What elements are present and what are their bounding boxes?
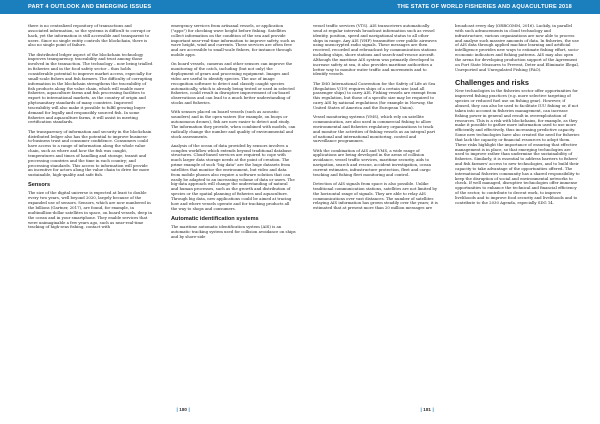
section-heading: Challenges and risks <box>455 78 529 88</box>
body-paragraph: The IMO International Convention for the Safety of Life at Sea (Regulation V/19) requires ships of a certain size (and all passenger ships) to carry AIS. Fishing vessels are exempt from this regulation, but those of a specific size may be required to carry AIS by national regulations (for example in Norway, the United States of America and the European Union). <box>313 80 437 110</box>
body-paragraph: The distributed ledger aspect of the blockchain technology improves transparency, traceability and trust among those involved in the transaction. The technology – now being trialled in fisheries and in the food safety sector – thus holds considerable potential to improve market access, especially for small-scale fishers and fish farmers. The difficulty of corrupting information in the blockchain strengthens the traceability of fish products along the value chain, which will enable more fisheries, aquaculture farms and fish processing facilities to export to international markets, as the country of origin and phytosanitary standards of many countries. Improved traceability will also make it possible to fulfil growing buyer demand for legally and responsibly sourced fish. In some fisheries and aquaculture farms, it will assist in meeting certification standards. <box>28 51 153 125</box>
header-year: 2018 <box>558 4 572 10</box>
body-paragraph: The maritime automatic identification system (AIS) is an automatic tracking system used for collision avoidance on ships and by shore-side <box>171 223 296 239</box>
body-paragraph: The size of the digital universe is expected at least to double every two years, well beyond 2020, largely because of the expanded use of sensors. Sensors, which are now numbered in the billions (Gartner, 2017), are found, for example, in multimillion-dollar satellites in space, on board vessels, deep in the ocean and in your smartphone. They enable services that were unimaginable a few years ago, such as near-real-time tracking of high-seas fishing, contact with <box>28 190 152 230</box>
body-paragraph: On board vessels, cameras and other sensors can improve the monitoring of the catch, including (but not only) the deployment of gears and processing equipment. Images and video are useful to identify species. The use of image recognition software to detect and classify caught species automatically, which is already being tested or used in selected fisheries, could result in disruptive improvement of on-board observations and can lead to a much better understanding of stocks and fisheries. <box>171 61 295 106</box>
page-header <box>0 0 600 14</box>
page-number-right: | 181 | <box>419 407 435 412</box>
body-paragraph: With the combination of AIS and VMS, a wide range of applications are being developed in the areas of collision avoidance, vessel traffic services, maritime security, aids to navigation, search and rescue, accident investigation, ocean current estimates, infrastructure protection, fleet and cargo tracking and fishing fleet monitoring and control. <box>313 147 432 177</box>
body-paragraph: there is no centralized repository of transactions and associated information, so the systems is difficult to corrupt or hack, yet the information is still accessible and transparent to users. Since no single entity controls the blockchain, there is also no single point of failure. <box>28 23 151 48</box>
body-paragraph: The transparency of information and security in the blockchain distributed ledger also has the potential to improve business-to-business trust and consumer confidence. Consumers could have access to a range of information along the whole value chain, such as where and how the fish was caught, temperatures and times of handling and storage, transit and processing countries and the time in each country; and processing standards. This access to information will provide an incentive for actors along the value chain to drive for more sustainable, high-quality and safe fish. <box>28 128 152 178</box>
text-column-2 <box>171 24 296 244</box>
body-paragraph: broadcast every day (ORBCOMM, 2016). Luckily, in parallel with such advancements in cloud technology and infrastructure, various organizations are now able to process and analyse such massive amounts of data. In fisheries, the use of AIS data through applied machine learning and artificial intelligence provides new ways to estimate fishing effort, socio-economic indicators and fishing patterns. AIS may also open the arena for developing production support of the Agreement on Port State Measures to Prevent, Deter and Eliminate Illegal, Unreported and Unregulated Fishing (FAO). <box>455 23 580 72</box>
text-column-3 <box>313 24 438 215</box>
text-column-4 <box>455 24 580 210</box>
body-paragraph: Analysis of the ocean of data provided by sensors involves a complex workflow which extends beyond traditional database structures. Cloud-based services are required to cope with much larger data storage needs at the point of creation. The prime example of such "big data" are the huge datasets from satellites that monitor the environment, but video and data from mobile phones also require a software solution that can easily be adapted to an increasing volume of data or users. The big-data approach will change the understanding of natural and human processes, such as the growth and distribution of species or the spatial planning of fisheries and aquaculture. Through big data, new applications could be aimed at tracing how and where vessels operate and for tracking products all the way to shops and consumers. <box>171 142 295 211</box>
body-paragraph: emergency services from artisanal vessels, or application ("apps") for checking wave height before fishing. Satellites collect information on the condition of the sea and provide important near-real-time information to improve safety, such as wave height, wind and currents. These services are often free and are accessible to small-scale fishers, for instance through mobile apps. <box>171 23 295 58</box>
header-part: PART 4 <box>28 4 49 10</box>
header-part-section <box>28 4 151 10</box>
body-paragraph: vessel traffic services (VTS). AIS transceivers automatically send at regular intervals broadcast information such as vessel identity, position, speed and navigational status to all other ships in range. Any AIS (VHF) transmitter over public airwaves using unencrypted radio signals. These messages are then received, recorded and rebroadcast by communication stations including ships, shore stations and search-and-rescue aircraft. Although the maritime AIS system was primarily developed to increase safety at sea, it also provides maritime authorities a better way to monitor water traffic and movements and to identify vessels. <box>313 23 437 77</box>
body-paragraph: New technologies in the fisheries sector offer opportunities for improved fishing practices (e.g. more selective targeting of species or reduced fuel use on fishing gear). However, if abused, they can also be used to facilitate IUU fishing or, if not taken into account in fisheries management, can increase fishing power in general and result in overexploitation of resources. This is a risk with blockchains, for example, as they make it possible to gather more information used to use more efficiently and effectively, thus increasing predictive capacity. Some new technologies have also created the need for fisheries that lack the capacity or financial resources to adopt them. These risks highlight the importance of ensuring that effective management is in place, so that emerging technologies are used to improve rather than undermine the sustainability of fisheries. Similarly, it is essential to address barriers to fishers' and fish farmers' access to new technologies, and to build their capacity to take advantage of the opportunities offered. The international fisheries community has a shared responsibility to keep the disruption of social and environmental networks to check. If well managed, disruptive technologies offer immense opportunities to enhance the technical and financial efficiency of the sector, to contribute to decent work, to improve livelihoods and to improve food security and livelihoods and to contribute to the 2030 Agenda, especially SDG 14. <box>455 88 580 205</box>
header-title: THE STATE OF WORLD FISHERIES AND AQUACULTURE <box>397 4 557 10</box>
body-paragraph: With sensors placed on board vessels (such as acoustic sounders) and in the open waters (for example, on buoys or autonomous drones), fish are now easier to detect and study. The information they provide, when combined with models, can radically change the number and quality of environmental and stock assessments. <box>171 109 296 139</box>
section-heading: Sensors <box>28 182 51 189</box>
text-column-1 <box>28 24 153 235</box>
header-section: OUTLOOK AND EMERGING ISSUES <box>50 4 152 10</box>
page-number-left: | 180 | <box>175 407 191 412</box>
body-paragraph: Detection of AIS signals from space is also possible. Unlike traditional communication stations, satellites are not limited by the horizontal range of signals. They are able to relay AIS communications over vast distances. The number of satellites relaying AIS information has grown steadily over the years; it is estimated that at present more than 20 million messages are <box>313 181 438 211</box>
header-report-title <box>397 4 572 10</box>
section-heading: Automatic identification systems <box>171 215 259 222</box>
body-paragraph: Vessel monitoring systems (VMS), which rely on satellite communication, are also used in commercial fishing to allow environmental and fisheries regulatory organizations to track and monitor the activities of fishing vessels as an integral part of national and international monitoring, control and surveillance programmes. <box>313 114 436 144</box>
